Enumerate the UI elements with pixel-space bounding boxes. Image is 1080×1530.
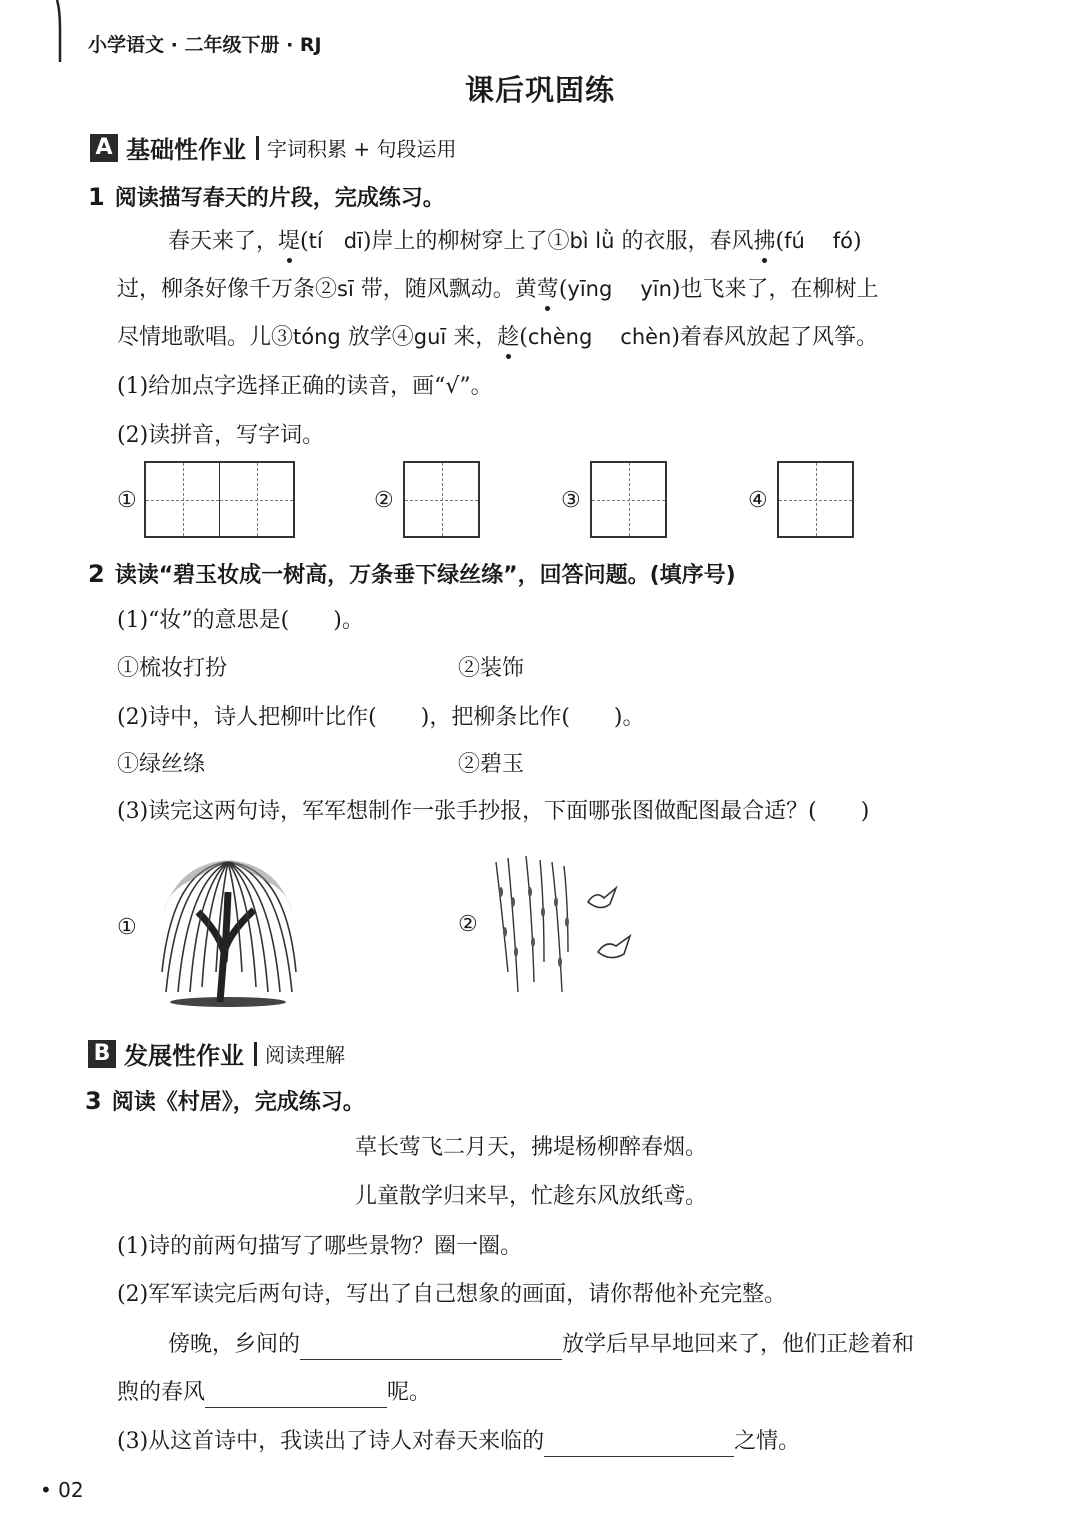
poem-line-1: 草长莺飞二月天，拂堤杨柳醉春烟。 [355, 1135, 708, 1160]
question-number: 3 [85, 1087, 102, 1115]
answer-blank[interactable] [300, 1335, 562, 1360]
question-title: 阅读描写春天的片段，完成练习。 [114, 186, 445, 211]
passage-line-2: 过，柳条好像千万条②sī 带，随风飘动。黄莺(yīng yīn)也飞来了，在柳树上 [117, 277, 879, 302]
dotted-char: 莺 [536, 277, 559, 302]
sub-question-2-2: (2)诗中，诗人把柳叶比作( )，把柳条比作( )。 [117, 705, 645, 730]
writing-grid-4[interactable] [777, 461, 854, 538]
option: ①绿丝绦 [117, 752, 206, 777]
book-header: 小学语文 · 二年级下册 · RJ [88, 34, 322, 56]
dotted-char: 拂 [753, 229, 776, 254]
question-title: 阅读《村居》，完成练习。 [111, 1090, 365, 1115]
writing-grid-2[interactable] [403, 461, 480, 538]
sub-question-1-2: (2)读拼音，写字词。 [117, 423, 325, 448]
option: ②装饰 [458, 656, 525, 681]
writing-grid-1[interactable] [144, 461, 295, 538]
pinyin-option: tí [308, 229, 323, 253]
pinyin-option: yīng [567, 277, 613, 301]
pinyin: guī [413, 325, 447, 349]
answer-blank[interactable] [205, 1383, 387, 1408]
question-title: 读读“碧玉妆成一树高，万条垂下绿丝绦”，回答问题。(填序号) [114, 563, 736, 588]
dotted-char: 趁 [497, 325, 520, 350]
corner-mark [56, 0, 62, 62]
pinyin: sī [337, 277, 354, 301]
writing-cell[interactable] [220, 463, 293, 536]
grid-label: ① [117, 488, 137, 513]
question-number: 2 [88, 560, 105, 588]
sub-question-3-2: (2)军军读完后两句诗，写出了自己想象的画面，请你帮他补充完整。 [117, 1282, 787, 1307]
willow-branches-birds-illustration [488, 852, 638, 1002]
page-number: • 02 [40, 1478, 84, 1502]
sub-question-2-3: (3)读完这两句诗，军军想制作一张手抄报，下面哪张图做配图最合适？( ) [117, 799, 870, 824]
option: ①梳妆打扮 [117, 656, 228, 681]
grid-label: ② [374, 488, 394, 513]
writing-cell[interactable] [592, 463, 665, 536]
pinyin-option: dī [343, 229, 363, 253]
section-b-subtitle: 阅读理解 [265, 1043, 345, 1067]
sub-question-3-1: (1)诗的前两句描写了哪些景物？圈一圈。 [117, 1234, 523, 1259]
writing-grid-3[interactable] [590, 461, 667, 538]
image-label: ② [458, 912, 478, 937]
section-b-header [88, 1036, 345, 1071]
question-1-header [88, 181, 445, 212]
dotted-char: 堤 [278, 229, 301, 254]
section-divider [254, 1042, 257, 1066]
writing-cell[interactable] [405, 463, 478, 536]
question-3-header [85, 1085, 365, 1116]
sub-question-1-1: (1)给加点字选择正确的读音，画“√”。 [117, 374, 493, 399]
option: ②碧玉 [458, 752, 525, 777]
pinyin-option: yīn [640, 277, 672, 301]
sub-question-3-3: (3)从这首诗中，我读出了诗人对春天来临的 之情。 [117, 1427, 800, 1457]
answer-blank[interactable] [544, 1432, 734, 1457]
grid-label: ④ [748, 488, 768, 513]
section-a-badge: A [90, 134, 118, 162]
question-number: 1 [88, 183, 105, 211]
section-a-header [90, 130, 456, 165]
section-divider [256, 136, 259, 160]
page-title: 课后巩固练 [464, 73, 615, 107]
pinyin-option: chèng [527, 325, 593, 349]
sub-question-2-1: (1)“妆”的意思是( )。 [117, 608, 364, 633]
pinyin: bì lǜ [569, 229, 615, 253]
writing-cell[interactable] [146, 463, 220, 536]
section-b-badge: B [88, 1040, 116, 1068]
willow-tree-illustration [158, 852, 298, 1007]
question-2-header [88, 558, 736, 589]
section-a-subtitle: 字词积累 + 句段运用 [267, 137, 457, 161]
section-b-title: 发展性作业 [124, 1042, 244, 1070]
fill-line-1: 傍晚，乡间的 放学后早早地回来了，他们正趁着和 [168, 1330, 914, 1360]
pinyin-option: chèn [620, 325, 672, 349]
passage-line-3: 尽情地歌唱。儿③tóng 放学④guī 来，趁(chèng chèn)着春风放起了风筝。 [117, 325, 878, 350]
fill-line-2: 煦的春风 呢。 [117, 1378, 431, 1408]
section-a-title: 基础性作业 [126, 136, 246, 164]
grid-label: ③ [561, 488, 581, 513]
poem-line-2: 儿童散学归来早，忙趁东风放纸鸢。 [355, 1184, 708, 1209]
pinyin-option: fó [832, 229, 853, 253]
pinyin-option: fú [784, 229, 805, 253]
pinyin: tóng [293, 325, 341, 349]
writing-cell[interactable] [779, 463, 852, 536]
image-label: ① [117, 915, 137, 940]
passage-line-1: 春天来了，堤(tí dī)岸上的柳树穿上了①bì lǜ 的衣服，春风拂(fú fó) [168, 229, 862, 254]
